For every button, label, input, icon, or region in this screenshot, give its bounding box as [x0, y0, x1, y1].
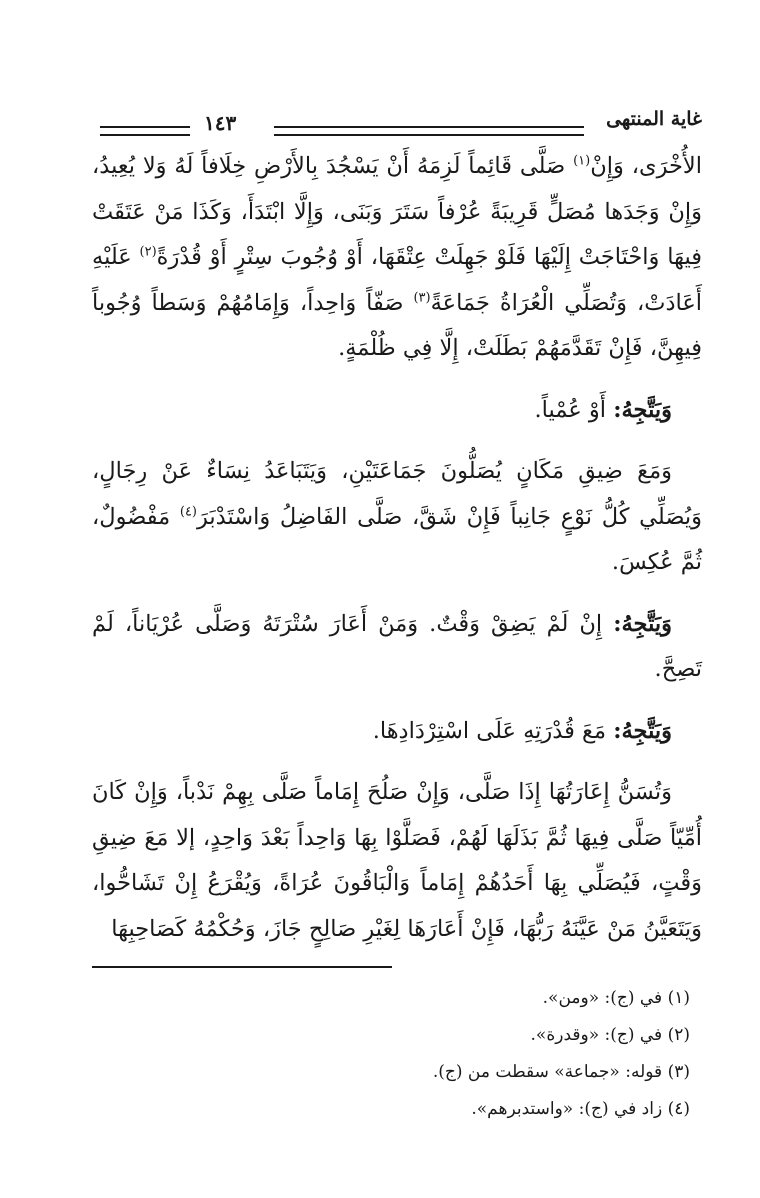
footnote-ref-3: (٣) — [413, 290, 431, 305]
lead-word: وَيَتَّجِهُ: — [613, 610, 672, 637]
lead-word: وَيَتَّجِهُ: — [613, 717, 672, 744]
page-number: ١٤٣ — [204, 111, 237, 135]
footnote-separator — [92, 966, 392, 968]
main-text — [92, 144, 702, 952]
page-header — [92, 104, 702, 144]
paragraph-3: وَمَعَ ضِيقِ مَكَانٍ يُصَلُّونَ جَمَاعَتَيْنِ، وَيَتَبَاعَدُ نِسَاءٌ عَنْ رِجَالٍ، وَيُصَلِّي كُلُّ نَوْعٍ جَانِباً فَإِنْ شَقَّ، صَلَّى الفَاضِلُ وَاسْتَدْبَرَ$^{(٤)}$ مَفْضُولٌ، ثُمَّ عُكِسَ. — [92, 458, 702, 575]
page — [92, 104, 702, 1128]
paragraph-4: وَيَتَّجِهُ: إِنْ لَمْ يَضِقْ وَقْتٌ. وَمَنْ أَعَارَ سُتْرَتَهُ وَصَلَّى عُرْيَاناً، لَمْ تَصِحَّ. — [92, 610, 702, 682]
footnotes — [92, 980, 702, 1128]
running-title: غاية المنتهى — [606, 108, 702, 130]
header-rule-short — [100, 126, 190, 136]
footnote-2: (٢) في (ج): «وقدرة». — [530, 1025, 690, 1045]
paragraph-5: وَيَتَّجِهُ: مَعَ قُدْرَتِهِ عَلَى اسْتِرْدَادِهَا. — [372, 717, 672, 744]
footnote-3: (٣) قوله: «جماعة» سقطت من (ج). — [432, 1062, 690, 1082]
paragraph-1: الأُخْرَى، وَإِنْ$^{(١)}$ صَلَّى قَائِماً لَزِمَهُ أَنْ يَسْجُدَ بِالأَرْضِ خِلَافاً لَهُ وَلا يُعِيدُ، وَإِنْ وَجَدَها مُصَلٍّ قَرِيبَةً عُرْفاً سَتَرَ وَبَنَى، وَإِلَّا ابْتَدَأَ، وَكَذَا مَنْ عَتَقَتْ فِيهَا وَاحْتَاجَتْ إِلَيْهَا فَلَوْ جَهِلَتْ عِتْقَهَا، أَوْ وُجُوبَ سِتْرٍ أَوْ قُدْرَةً$^{(٢)}$ عَلَيْهِ أَعَادَتْ، وَتُصَلِّي الْعُرَاةُ جَمَاعَةً$^{(٣)}$ صَفّاً وَاحِداً، وَإِمَامُهُمْ وَسَطاً وُجُوباً فِيهِنَّ، فَإِنْ تَقَدَّمَهُمْ بَطَلَتْ، إِلَّا فِي ظُلْمَةٍ. — [92, 153, 703, 361]
footnote-ref-2: (٢) — [139, 244, 157, 260]
lead-word: وَيَتَّجِهُ: — [613, 396, 672, 423]
paragraph-2: وَيَتَّجِهُ: أَوْ عُمْياً. — [534, 396, 672, 423]
footnote-ref-1: (١) — [573, 153, 591, 169]
header-rule-long — [274, 126, 584, 136]
footnote-ref-4: (٤) — [179, 504, 197, 519]
footnote-1: (١) في (ج): «ومن». — [542, 988, 690, 1008]
paragraph-6: وَتُسَنُّ إِعَارَتُهَا إِذَا صَلَّى، وَإِنْ صَلُحَ إِمَاماً صَلَّى بِهِمْ نَدْباً، وَإِنْ كَانَ أُمِّيّاً صَلَّى فِيهَا ثُمَّ بَذَلَهَا لَهُمْ، فَصَلَّوْا بِهَا وَاحِداً بَعْدَ وَاحِدٍ، إلا مَعَ ضِيقِ وَقْتٍ، فَيُصَلِّي بِهَا أَحَدُهُمْ إِمَاماً وَالْبَاقُونَ عُرَاةً، وَيُقْرَعُ إِنْ تَشَاحُّوا، وَيَتَعَيَّنُ مَنْ عَيَّنَهُ رَبُّهَا، فَإِنْ أَعَارَهَا لِغَيْرِ صَالِحٍ جَازَ، وَحُكْمُهُ كَصَاحِبِهَا — [92, 779, 702, 942]
footnote-4: (٤) زاد في (ج): «واستدبرهم». — [471, 1099, 690, 1119]
